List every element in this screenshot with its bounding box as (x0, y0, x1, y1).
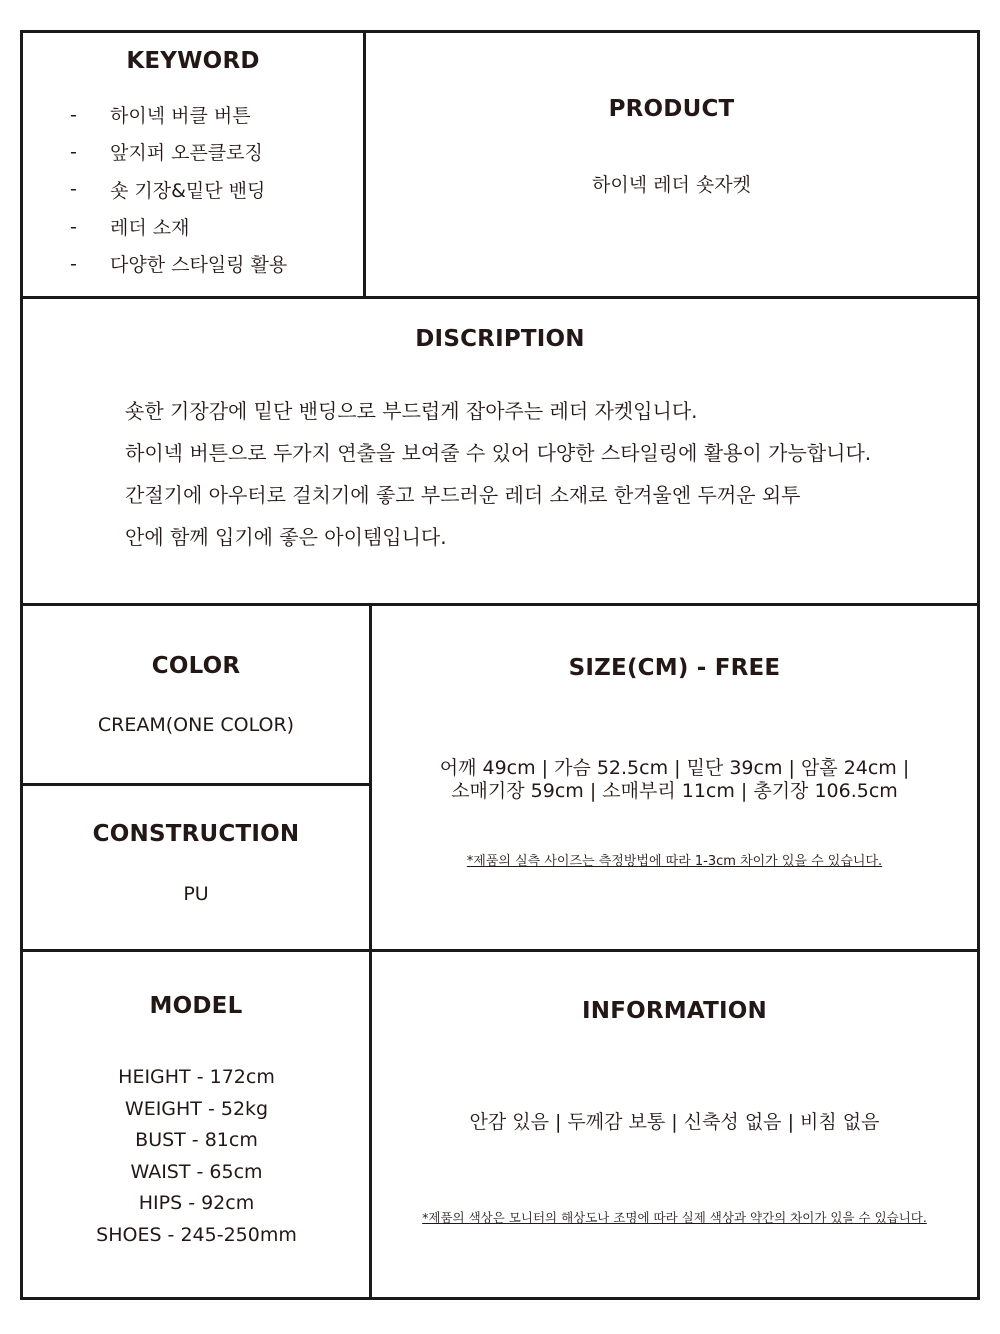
description-line: 하이넥 버튼으로 두가지 연출을 보여줄 수 있어 다양한 스타일링에 활용이 가능합니다. (125, 441, 872, 465)
model-shoes: SHOES - 245-250mm (96, 1223, 297, 1246)
model-bust: BUST - 81cm (135, 1129, 258, 1152)
divider-row-2 (20, 603, 980, 606)
color-title: COLOR (151, 653, 241, 679)
bullet-dash: - (70, 252, 77, 275)
size-measurements-line-2: 소매기장 59cm | 소매부리 11cm | 총기장 106.5cm (451, 780, 898, 802)
information-title: INFORMATION (582, 998, 767, 1024)
divider-keyword-product (363, 30, 366, 299)
description-body (125, 390, 871, 558)
keyword-item: 숏 기장&밑단 밴딩 (110, 179, 266, 202)
model-specs (23, 1062, 370, 1252)
bullet-dash: - (70, 178, 77, 201)
model-hips: HIPS - 92cm (138, 1192, 255, 1215)
divider-row-3 (20, 949, 980, 952)
list-item (70, 96, 287, 133)
construction-title: CONSTRUCTION (92, 821, 300, 847)
description-title: DISCRIPTION (415, 326, 585, 352)
keyword-list (70, 96, 287, 282)
size-measurements-line-1: 어깨 49cm | 가슴 52.5cm | 밑단 39cm | 암홀 24cm | (439, 757, 910, 779)
list-item (70, 133, 287, 170)
keyword-item: 하이넥 버클 버튼 (110, 105, 251, 128)
keyword-item: 다양한 스타일링 활용 (110, 254, 288, 277)
color-value: CREAM(ONE COLOR) (97, 714, 295, 736)
keyword-title: KEYWORD (126, 48, 260, 74)
keyword-item: 앞지퍼 오픈클로징 (110, 142, 263, 165)
information-value: 안감 있음 | 두께감 보통 | 신축성 없음 | 비침 없음 (469, 1111, 880, 1133)
size-note: *제품의 실측 사이즈는 측정방법에 따라 1-3cm 차이가 있을 수 있습니다. (466, 854, 883, 869)
model-waist: WAIST - 65cm (130, 1160, 263, 1183)
product-name: 하이넥 레더 숏자켓 (592, 174, 751, 196)
description-line: 안에 함께 입기에 좋은 아이템입니다. (125, 525, 447, 549)
list-item (70, 171, 287, 208)
divider-row-1 (20, 296, 980, 299)
bullet-dash: - (70, 215, 77, 238)
bullet-dash: - (70, 103, 77, 126)
list-item (70, 245, 287, 282)
model-height: HEIGHT - 172cm (118, 1066, 275, 1088)
divider-color-construction (20, 783, 372, 786)
bullet-dash: - (70, 140, 77, 163)
model-title: MODEL (149, 993, 243, 1019)
list-item (70, 208, 287, 245)
size-title: SIZE(CM) - FREE (568, 655, 781, 681)
product-title: PRODUCT (608, 96, 735, 122)
information-note: *제품의 색상은 모니터의 해상도나 조명에 따라 실제 색상과 약간의 차이가 있을 수 있습니다. (422, 1210, 927, 1225)
description-line: 숏한 기장감에 밑단 밴딩으로 부드럽게 잡아주는 레더 자켓입니다. (125, 399, 698, 423)
construction-value: PU (183, 883, 209, 905)
description-line: 간절기에 아우터로 걸치기에 좋고 부드러운 레더 소재로 한겨울엔 두꺼운 외투 (125, 483, 801, 507)
keyword-item: 레더 소재 (110, 217, 190, 240)
model-weight: WEIGHT - 52kg (124, 1097, 269, 1120)
